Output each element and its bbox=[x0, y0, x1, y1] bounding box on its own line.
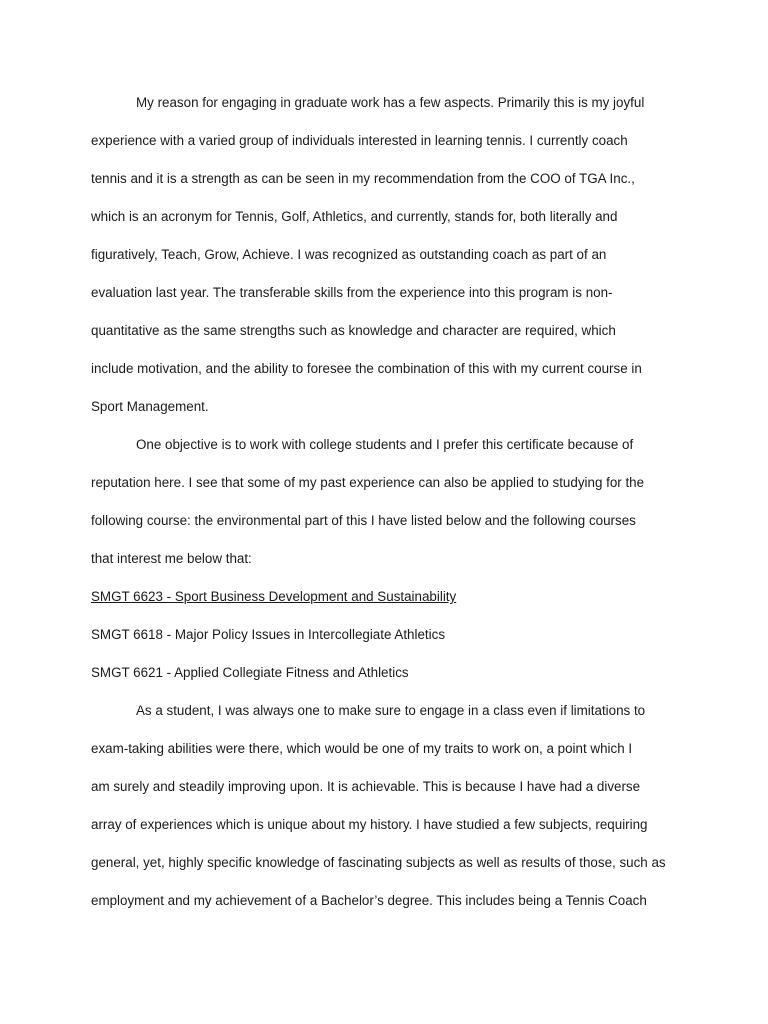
text-line: array of experiences which is unique about my history. I have studied a few subjects, requiring bbox=[91, 817, 648, 832]
text-line: reputation here. I see that some of my past experience can also be applied to studying for the bbox=[91, 475, 645, 490]
paragraph-student bbox=[91, 698, 691, 926]
text-line: tennis and it is a strength as can be seen in my recommendation from the COO of TGA Inc., bbox=[91, 171, 635, 186]
text-line: As a student, I was always one to make sure to engage in a class even if limitations to bbox=[136, 703, 646, 718]
paragraph-reason bbox=[91, 90, 691, 432]
paragraph-objective bbox=[91, 432, 691, 584]
course-link-smgt-6623[interactable]: SMGT 6623 - Sport Business Development and Sustainability bbox=[91, 589, 457, 604]
course-list bbox=[91, 584, 691, 698]
course-item-smgt-6618: SMGT 6618 - Major Policy Issues in Intercollegiate Athletics bbox=[91, 627, 446, 642]
text-line: Sport Management. bbox=[91, 399, 209, 414]
text-line: One objective is to work with college students and I prefer this certificate because of bbox=[136, 437, 634, 452]
text-line: general, yet, highly specific knowledge of fascinating subjects as well as results of those, such as bbox=[91, 855, 666, 870]
text-line: exam-taking abilities were there, which would be one of my traits to work on, a point which I bbox=[91, 741, 633, 756]
text-line: evaluation last year. The transferable skills from the experience into this program is non- bbox=[91, 285, 613, 300]
text-line: quantitative as the same strengths such as knowledge and character are required, which bbox=[91, 323, 616, 338]
text-line: include motivation, and the ability to foresee the combination of this with my current course in bbox=[91, 361, 642, 376]
text-line: figuratively, Teach, Grow, Achieve. I was recognized as outstanding coach as part of an bbox=[91, 247, 607, 262]
course-item-smgt-6621: SMGT 6621 - Applied Collegiate Fitness and Athletics bbox=[91, 665, 409, 680]
text-line: experience with a varied group of individuals interested in learning tennis. I currently coach bbox=[91, 133, 628, 148]
document-body bbox=[91, 90, 691, 926]
text-line: am surely and steadily improving upon. It is achievable. This is because I have had a diverse bbox=[91, 779, 641, 794]
text-line: employment and my achievement of a Bachelor’s degree. This includes being a Tennis Coach bbox=[91, 893, 647, 908]
text-line: which is an acronym for Tennis, Golf, Athletics, and currently, stands for, both literally and bbox=[91, 209, 618, 224]
text-line: following course: the environmental part of this I have listed below and the following courses bbox=[91, 513, 636, 528]
text-line: that interest me below that: bbox=[91, 551, 252, 566]
text-line: My reason for engaging in graduate work has a few aspects. Primarily this is my joyful bbox=[136, 95, 645, 110]
